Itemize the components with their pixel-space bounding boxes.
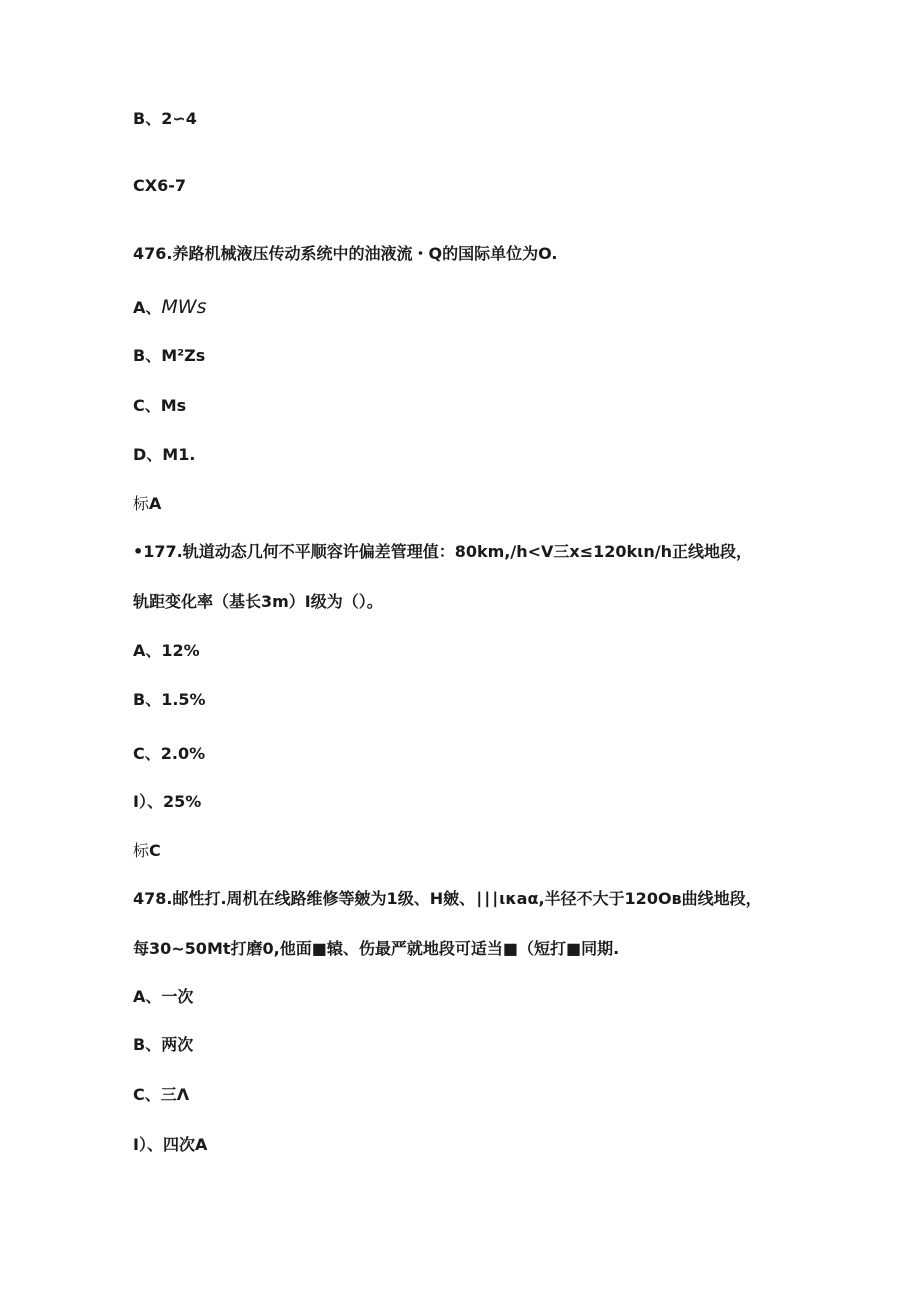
q476-option-d: D、M1. [133, 445, 196, 464]
q476-option-a [133, 296, 206, 319]
question-477: •177.轨道动态几何不平顺容许偏差管理值：80km,/h<V三x≤120kιn/h正线地段， [133, 542, 753, 561]
q476-answer [133, 493, 161, 515]
q477-option-a: A、12% [133, 641, 200, 660]
answer-letter: C [149, 841, 161, 860]
answer-label: 标 [133, 841, 150, 860]
q476-option-b: B、M²Zs [133, 346, 206, 365]
q478-option-d: I）、四次A [133, 1135, 208, 1154]
question-477-cont: 轨距变化率（基长3m）I级为（）。 [133, 592, 383, 611]
q476-option-c: C、Ms [133, 396, 187, 415]
q478-option-c: C、三Λ [133, 1085, 190, 1104]
q477-answer [133, 840, 161, 862]
q478-option-a: A、一次 [133, 987, 194, 1006]
q477-option-d: I）、25% [133, 792, 202, 811]
q477-option-b: B、1.5% [133, 690, 206, 709]
question-478-cont: 每30~50Mt打磨0,他面■辕、伤最严就地段可适当■（短打■同期. [133, 939, 620, 958]
answer-letter: A [149, 494, 162, 513]
option-b-line: B、2∽4 [133, 109, 197, 128]
option-c-line: CX6-7 [133, 176, 186, 195]
q478-option-b: B、两次 [133, 1035, 194, 1054]
q476-option-a-value: MWs [161, 296, 207, 318]
question-476: 476.养路机械液压传动系统中的油液流・Q的国际单位为O. [133, 244, 558, 263]
q477-option-c: C、2.0% [133, 744, 206, 763]
question-478: 478.邮性打.周机在线路维修等皴为1级、H皴、∣∣∣ικaα,半径不大于120Oв曲线地段， [133, 889, 762, 908]
answer-label: 标 [133, 494, 150, 513]
q476-option-a-prefix: A、 [133, 298, 162, 317]
